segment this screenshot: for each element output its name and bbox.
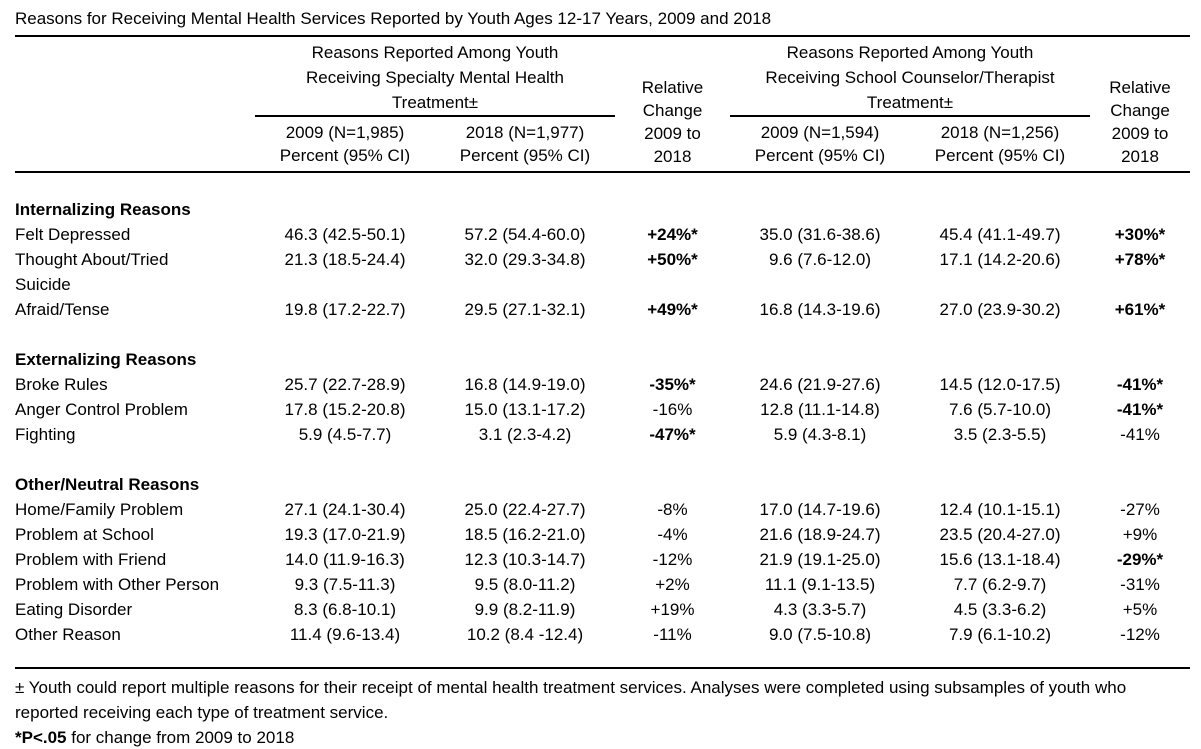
- school-group-header: [730, 37, 1090, 116]
- cell-school-2009: 35.0 (31.6-38.6): [759, 225, 881, 244]
- table-header: [15, 37, 1190, 172]
- cell-school-2009: 16.8 (14.3-19.6): [759, 300, 881, 319]
- section-header-row: [15, 197, 1190, 222]
- cell-change-school: +78%*: [1114, 250, 1166, 269]
- col-percent-ci: Percent (95% CI): [459, 146, 591, 165]
- cell-change-school: +5%: [1122, 600, 1158, 619]
- cell-specialty-2009: 8.3 (6.8-10.1): [293, 600, 397, 619]
- cell-change-school: -41%: [1120, 425, 1160, 444]
- cell-specialty-2009: 19.8 (17.2-22.7): [284, 300, 406, 319]
- spacer-row: [15, 172, 1190, 197]
- cell-school-2018: 12.4 (10.1-15.1): [939, 500, 1061, 519]
- col-percent-ci: Percent (95% CI): [934, 146, 1066, 165]
- cell-specialty-2018: 9.5 (8.0-11.2): [474, 575, 576, 594]
- group-header-row: [15, 37, 1190, 116]
- row-label: Problem with Other Person: [15, 575, 220, 594]
- relative-change-line3: 2009 to: [644, 124, 701, 143]
- row-label: Problem with Friend: [15, 550, 167, 569]
- cell-school-2009: 17.0 (14.7-19.6): [759, 500, 881, 519]
- relative-change-line2: Change: [642, 101, 703, 120]
- cell-school-2009: 24.6 (21.9-27.6): [759, 375, 881, 394]
- relative-change-line2: Change: [1110, 101, 1170, 120]
- cell-change-school: +9%: [1122, 525, 1158, 544]
- table-body: [15, 172, 1190, 667]
- cell-change-school: -31%: [1120, 575, 1160, 594]
- table-row: [15, 422, 1190, 447]
- cell-specialty-2018: 10.2 (8.4 -12.4): [466, 625, 584, 644]
- table-title: Reasons for Receiving Mental Health Services Reported by Youth Ages 12-17 Years, 2009 and 2018: [15, 8, 1190, 37]
- cell-specialty-2018: 32.0 (29.3-34.8): [464, 250, 586, 269]
- cell-change-school: -27%: [1120, 500, 1160, 519]
- cell-school-2018: 14.5 (12.0-17.5): [939, 375, 1061, 394]
- cell-specialty-2018: 29.5 (27.1-32.1): [464, 300, 586, 319]
- cell-school-2018: 27.0 (23.9-30.2): [939, 300, 1061, 319]
- relative-change-header-school: [1090, 37, 1190, 172]
- footnote-significance-text: for change from 2009 to 2018: [66, 728, 295, 747]
- cell-specialty-2018: 9.9 (8.2-11.9): [474, 600, 576, 619]
- school-group-line1: Reasons Reported Among Youth: [786, 43, 1034, 62]
- cell-change-specialty: +50%*: [647, 250, 698, 269]
- table-row: [15, 572, 1190, 597]
- school-group-line2: Receiving School Counselor/Therapist: [765, 68, 1055, 87]
- cell-change-specialty: +2%: [655, 575, 690, 594]
- table-row: [15, 597, 1190, 622]
- cell-change-specialty: +19%: [650, 600, 695, 619]
- cell-school-2009: 12.8 (11.1-14.8): [760, 400, 880, 419]
- row-label: Home/Family Problem: [15, 500, 184, 519]
- cell-specialty-2009: 14.0 (11.9-16.3): [285, 550, 405, 569]
- col-year-n: 2018 (N=1,977): [465, 123, 585, 142]
- footnotes: [15, 667, 1190, 749]
- cell-specialty-2018: 12.3 (10.3-14.7): [464, 550, 586, 569]
- row-label: Fighting: [15, 425, 76, 444]
- cell-change-specialty: -16%: [652, 400, 693, 419]
- cell-specialty-2018: 16.8 (14.9-19.0): [464, 375, 586, 394]
- cell-change-specialty: -8%: [657, 500, 688, 519]
- corner-cell: [15, 37, 255, 172]
- relative-change-header-specialty: [615, 37, 730, 172]
- spacer-row: [15, 647, 1190, 667]
- row-label: Felt Depressed: [15, 225, 131, 244]
- cell-specialty-2009: 25.7 (22.7-28.9): [284, 375, 406, 394]
- section-header-row: [15, 472, 1190, 497]
- cell-change-specialty: +24%*: [647, 225, 698, 244]
- row-label: Problem at School: [15, 525, 154, 544]
- row-label: Afraid/Tense: [15, 300, 110, 319]
- footnote-significance: [15, 725, 1190, 749]
- cell-specialty-2009: 11.4 (9.6-13.4): [289, 625, 401, 644]
- table-row: [15, 247, 1190, 297]
- row-label-line1: Thought About/Tried: [15, 250, 169, 269]
- cell-school-2009: 21.9 (19.1-25.0): [759, 550, 881, 569]
- specialty-2009-header: [255, 116, 435, 172]
- spacer-row: [15, 322, 1190, 347]
- cell-specialty-2009: 5.9 (4.5-7.7): [298, 425, 392, 444]
- cell-school-2009: 21.6 (18.9-24.7): [759, 525, 881, 544]
- cell-school-2018: 15.6 (13.1-18.4): [939, 550, 1061, 569]
- relative-change-line4: 2018: [1121, 147, 1159, 166]
- row-label: [15, 247, 255, 297]
- cell-specialty-2009: 46.3 (42.5-50.1): [284, 225, 406, 244]
- cell-change-specialty: -35%*: [649, 375, 696, 394]
- table-row: [15, 222, 1190, 247]
- cell-specialty-2018: 3.1 (2.3-4.2): [478, 425, 572, 444]
- school-group-line3: Treatment±: [866, 93, 954, 112]
- cell-school-2009: 11.1 (9.1-13.5): [764, 575, 876, 594]
- cell-school-2018: 17.1 (14.2-20.6): [939, 250, 1061, 269]
- cell-school-2009: 5.9 (4.3-8.1): [773, 425, 867, 444]
- table-row: [15, 297, 1190, 322]
- cell-change-specialty: -12%: [652, 550, 693, 569]
- relative-change-line1: Relative: [1109, 78, 1171, 97]
- cell-change-specialty: -11%: [653, 625, 692, 644]
- col-year-n: 2009 (N=1,594): [760, 123, 880, 142]
- cell-specialty-2009: 27.1 (24.1-30.4): [284, 500, 406, 519]
- cell-specialty-2009: 19.3 (17.0-21.9): [284, 525, 406, 544]
- cell-specialty-2009: 21.3 (18.5-24.4): [284, 250, 406, 269]
- cell-change-school: -41%*: [1116, 375, 1164, 394]
- spacer-row: [15, 447, 1190, 472]
- cell-school-2009: 4.3 (3.3-5.7): [773, 600, 867, 619]
- footnote-significance-term: *P<.05: [15, 728, 67, 747]
- table-row: [15, 372, 1190, 397]
- cell-school-2018: 7.9 (6.1-10.2): [948, 625, 1052, 644]
- col-year-n: 2018 (N=1,256): [940, 123, 1060, 142]
- section-title-internalizing: Internalizing Reasons: [15, 200, 191, 219]
- section-title-externalizing: Externalizing Reasons: [15, 350, 197, 369]
- section-header-row: [15, 347, 1190, 372]
- school-2018-header: [910, 116, 1090, 172]
- cell-specialty-2009: 9.3 (7.5-11.3): [294, 575, 396, 594]
- section-title-other-neutral: Other/Neutral Reasons: [15, 475, 200, 494]
- cell-school-2018: 3.5 (2.3-5.5): [953, 425, 1047, 444]
- cell-school-2018: 45.4 (41.1-49.7): [939, 225, 1061, 244]
- cell-change-school: -29%*: [1116, 550, 1164, 569]
- row-label: Eating Disorder: [15, 600, 133, 619]
- relative-change-line1: Relative: [641, 78, 704, 97]
- table-row: [15, 547, 1190, 572]
- col-percent-ci: Percent (95% CI): [754, 146, 886, 165]
- cell-school-2009: 9.0 (7.5-10.8): [768, 625, 872, 644]
- row-label: Other Reason: [15, 625, 121, 644]
- specialty-group-line2: Receiving Specialty Mental Health: [306, 68, 564, 87]
- table-row: [15, 622, 1190, 647]
- cell-school-2018: 23.5 (20.4-27.0): [939, 525, 1061, 544]
- row-label-line2: Suicide: [15, 275, 71, 294]
- specialty-group-header: [255, 37, 615, 116]
- cell-school-2018: 4.5 (3.3-6.2): [953, 600, 1047, 619]
- cell-specialty-2018: 15.0 (13.1-17.2): [464, 400, 586, 419]
- relative-change-line4: 2018: [653, 147, 692, 166]
- col-percent-ci: Percent (95% CI): [279, 146, 411, 165]
- cell-specialty-2009: 17.8 (15.2-20.8): [284, 400, 406, 419]
- table-row: [15, 497, 1190, 522]
- relative-change-line3: 2009 to: [1111, 124, 1169, 143]
- row-label: Broke Rules: [15, 375, 108, 394]
- cell-specialty-2018: 57.2 (54.4-60.0): [464, 225, 586, 244]
- table-row: [15, 397, 1190, 422]
- cell-change-school: +61%*: [1114, 300, 1166, 319]
- cell-change-school: -41%*: [1116, 400, 1164, 419]
- row-label: Anger Control Problem: [15, 400, 188, 419]
- cell-change-school: -12%: [1120, 625, 1160, 644]
- cell-school-2018: 7.6 (5.7-10.0): [948, 400, 1052, 419]
- specialty-2018-header: [435, 116, 615, 172]
- cell-change-specialty: -4%: [657, 525, 688, 544]
- table-row: [15, 522, 1190, 547]
- school-2009-header: [730, 116, 910, 172]
- cell-school-2009: 9.6 (7.6-12.0): [768, 250, 872, 269]
- col-year-n: 2009 (N=1,985): [285, 123, 405, 142]
- specialty-group-line1: Reasons Reported Among Youth: [311, 43, 559, 62]
- footnote-multiple-reasons: ± Youth could report multiple reasons for their receipt of mental health treatment services. Analyses were completed using subsamples of youth who reported receiving each type of treatment service.: [15, 678, 1127, 722]
- cell-change-specialty: +49%*: [647, 300, 698, 319]
- cell-change-specialty: -47%*: [649, 425, 696, 444]
- cell-school-2018: 7.7 (6.2-9.7): [953, 575, 1047, 594]
- cell-specialty-2018: 18.5 (16.2-21.0): [464, 525, 586, 544]
- specialty-group-line3: Treatment±: [391, 93, 479, 112]
- reasons-table: [15, 37, 1190, 667]
- cell-change-school: +30%*: [1114, 225, 1166, 244]
- cell-specialty-2018: 25.0 (22.4-27.7): [464, 500, 586, 519]
